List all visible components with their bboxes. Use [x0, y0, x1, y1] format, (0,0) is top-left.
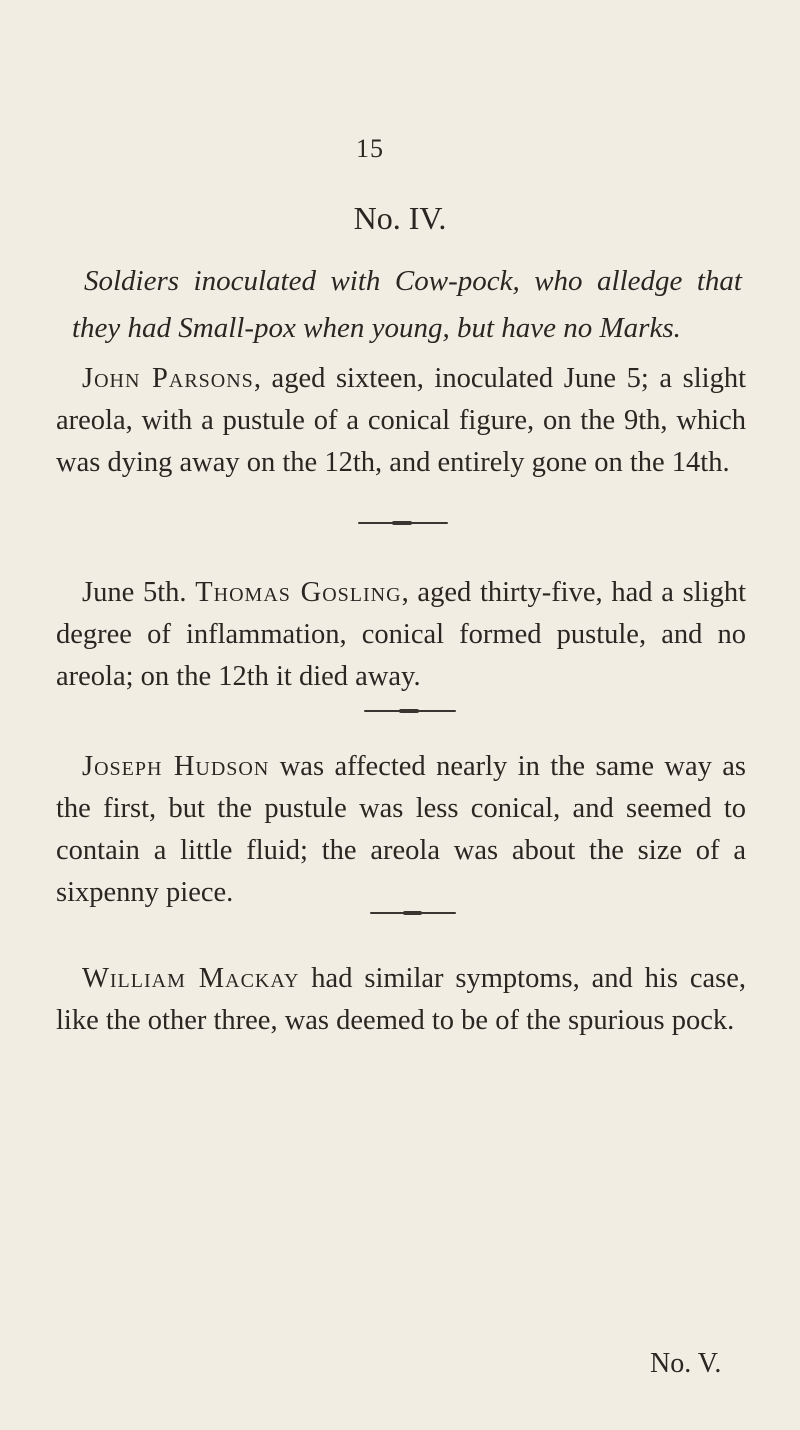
section-title: No. IV. [353, 200, 447, 236]
section-divider [364, 710, 456, 712]
case-date: June 5th. [82, 577, 196, 608]
case-paragraph-hudson [56, 746, 746, 914]
case-name: William Mackay [82, 963, 300, 994]
case-name: John Parsons [82, 363, 254, 394]
case-text: , aged sixteen, inoculated June 5; a slight areola, with a pustule of a conical figure, on the 9th, which was dying away on the 12th, and entirely gone on the 14th. [56, 363, 747, 478]
page-number: 15 [356, 134, 384, 163]
case-name: Thomas Gosling [195, 577, 402, 608]
case-text: , aged thirty-five, had a slight degree of inflammation, conical formed pustule, and no areola; on the 12th it died away. [56, 577, 746, 692]
catchword: No. V. [650, 1348, 722, 1379]
case-paragraph-parsons [56, 358, 746, 484]
case-name: Joseph Hudson [82, 751, 270, 782]
section-subtitle: Soldiers inoculated with Cow-pock, who alledge that they had Small-pox when young, but have no Marks. [72, 265, 742, 344]
section-divider [370, 912, 456, 914]
case-text: had similar symptoms, and his case, like the other three, was deemed to be of the spurious pock. [56, 963, 746, 1036]
section-divider [358, 522, 448, 524]
case-text: was affected nearly in the same way as the first, but the pustule was less conical, and seemed to contain a little fluid; the areola was about the size of a sixpenny piece. [56, 751, 747, 908]
case-paragraph-gosling [56, 572, 746, 698]
case-paragraph-mackay [56, 958, 746, 1042]
